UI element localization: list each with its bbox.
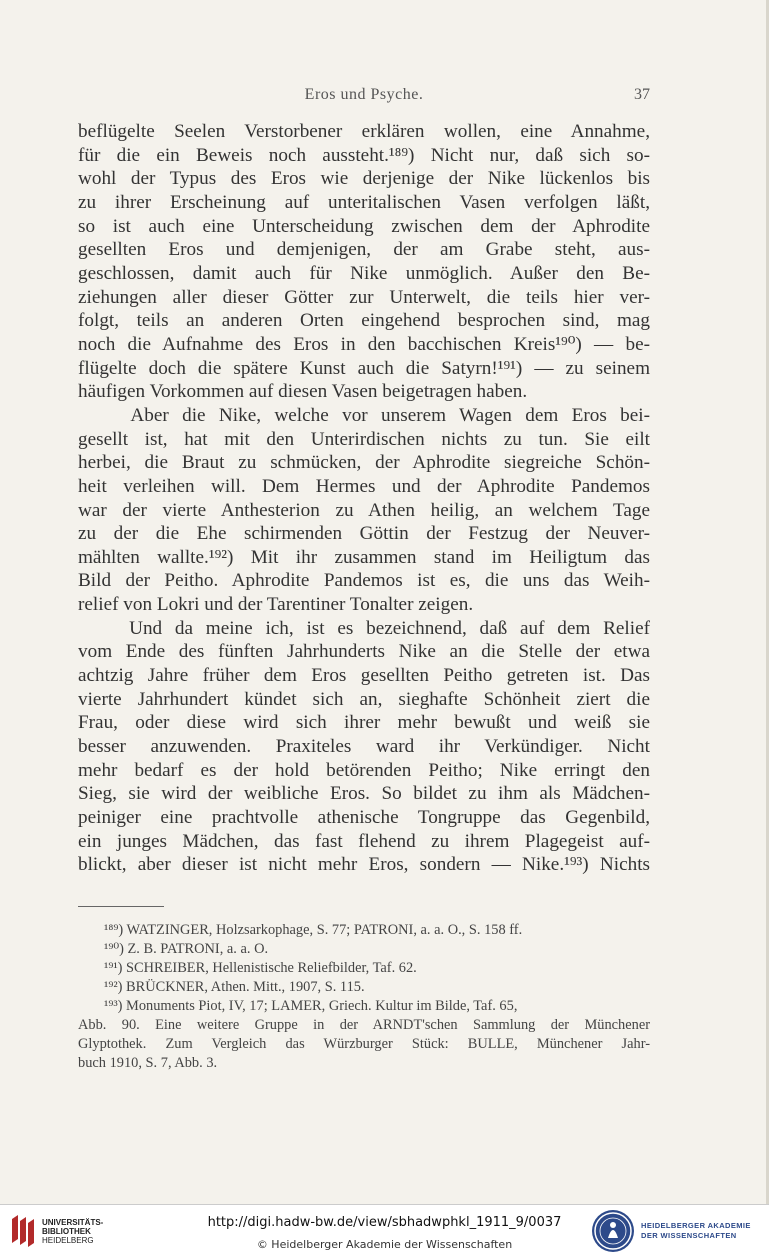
text-line: Frau, oder diese wird sich ihrer mehr bewußt und weiß sie — [78, 712, 650, 734]
text-line: peiniger eine prachtvolle athenische Tongruppe das Gegenbild, — [78, 807, 650, 829]
text-line: gesellten Eros und demjenigen, der am Grabe steht, aus- — [78, 239, 650, 261]
text-line: zu ihrer Erscheinung auf unteritalischen Vasen verfolgen läßt, — [78, 191, 650, 213]
text-line: beflügelte Seelen Verstorbener erklären wollen, eine Annahme, — [78, 121, 650, 142]
text-line: zu der die Ehe schirmenden Göttin der Festzug der Neuver- — [78, 523, 650, 545]
text-line: gesellt ist, hat mit den Unterirdischen nichts zu tun. Sie eilt — [78, 428, 650, 450]
text-line: folgt, teils an anderen Orten eingehend besprochen sind, mag — [78, 310, 650, 332]
footnote: ¹⁹³) Monuments Piot, IV, 17; LAMER, Griech. Kultur im Bilde, Taf. 65, — [104, 998, 518, 1014]
running-head — [78, 86, 650, 108]
text-line: heit verleihen will. Dem Hermes und der Aphrodite Pandemos — [78, 475, 650, 497]
text-line: relief von Lokri und der Tarentiner Tonalter zeigen. — [78, 594, 474, 616]
text-line: vom Ende des fünften Jahrhunderts Nike an die Stelle der etwa — [78, 641, 650, 663]
footnote: ¹⁹¹) SCHREIBER, Hellenistische Reliefbilder, Taf. 62. — [104, 960, 417, 976]
footnote-rule — [78, 906, 164, 907]
text-line: häufigen Vorkommen auf diesen Vasen beigetragen haben. — [78, 381, 528, 403]
viewer-footer — [0, 1204, 769, 1258]
text-line: Bild der Peitho. Aphrodite Pandemos ist es, die uns das Weih- — [78, 570, 650, 592]
permalink-url[interactable]: http://digi.hadw-bw.de/view/sbhadwphkl_1911_9/0037 — [207, 1215, 562, 1230]
text-line: flügelte doch die spätere Kunst auch die Satyrn!¹⁹¹) — zu seinem — [78, 357, 650, 379]
page-number: 37 — [634, 86, 650, 103]
body-text — [78, 120, 650, 877]
text-line: Und da meine ich, ist es bezeichnend, daß auf dem Relief — [78, 617, 650, 639]
text-line: für die ein Beweis noch aussteht.¹⁸⁹) Nicht nur, daß sich so- — [78, 144, 650, 166]
text-line: achtzig Jahre früher dem Eros gesellten Peitho getreten ist. Das — [78, 665, 650, 687]
text-line: mählten wallte.¹⁹²) Mit ihr zusammen stand im Heiligtum das — [78, 546, 650, 568]
text-line: noch die Aufnahme des Eros in den bacchischen Kreis¹⁹⁰) — be- — [78, 333, 650, 355]
uni-name-line: BIBLIOTHEK — [42, 1227, 91, 1236]
footnote: ¹⁸⁹) WATZINGER, Holzsarkophage, S. 77; PATRONI, a. a. O., S. 158 ff. — [104, 922, 523, 938]
academy-name — [641, 1221, 765, 1241]
text-line: war der vierte Anthesterion zu Athen heilig, an welchem Tage — [78, 499, 650, 521]
text-line: blickt, aber dieser ist nicht mehr Eros, sondern — Nike.¹⁹³) Nichts — [78, 854, 650, 876]
footnote: ¹⁹²) BRÜCKNER, Athen. Mitt., 1907, S. 115. — [104, 979, 365, 995]
footnote-continuation: buch 1910, S. 7, Abb. 3. — [78, 1055, 218, 1071]
text-line: ziehungen aller dieser Götter zur Unterwelt, die teils hier ver- — [78, 286, 650, 308]
footnotes — [78, 921, 650, 1073]
text-line: ein junges Mädchen, das fast flehend zu ihrem Plagegeist auf- — [78, 830, 650, 852]
text-line: geschlossen, damit auch für Nike unmöglich. Außer den Be- — [78, 262, 650, 284]
academy-seal-icon[interactable] — [592, 1210, 634, 1252]
text-line: besser anzuwenden. Praxiteles ward ihr Verkündiger. Nicht — [78, 736, 650, 758]
text-line: mehr bedarf es der hold betörenden Peitho; Nike erringt den — [78, 759, 650, 781]
copyright-notice: © Heidelberger Akademie der Wissenschaften — [256, 1238, 513, 1251]
footnote-continuation: Glyptothek. Zum Vergleich das Würzburger Stück: BULLE, Münchener Jahr- — [78, 1036, 650, 1052]
text-line: herbei, die Braut zu schmücken, der Aphrodite siegreiche Schön- — [78, 452, 650, 474]
running-title: Eros und Psyche. — [304, 86, 424, 103]
footnote: ¹⁹⁰) Z. B. PATRONI, a. a. O. — [104, 941, 269, 957]
text-line: Sieg, sie wird der weibliche Eros. So bildet zu ihm als Mädchen- — [78, 783, 650, 805]
text-line: Aber die Nike, welche vor unserem Wagen dem Eros bei- — [78, 404, 650, 426]
uni-name-line: UNIVERSITÄTS- — [42, 1218, 104, 1227]
text-line: vierte Jahrhundert kündet sich an, sieghafte Schönheit ziert die — [78, 688, 650, 710]
academy-name-line: DER WISSENSCHAFTEN — [641, 1231, 737, 1240]
text-line: so ist auch eine Unterscheidung zwischen dem der Aphrodite — [78, 215, 650, 237]
footnote-continuation: Abb. 90. Eine weitere Gruppe in der ARNDT'schen Sammlung der Münchener — [78, 1017, 650, 1033]
uni-name-line: HEIDELBERG — [42, 1236, 94, 1245]
academy-name-line: HEIDELBERGER AKADEMIE — [641, 1221, 751, 1230]
text-line: wohl der Typus des Eros wie derjenige der Nike lückenlos bis — [78, 168, 650, 190]
